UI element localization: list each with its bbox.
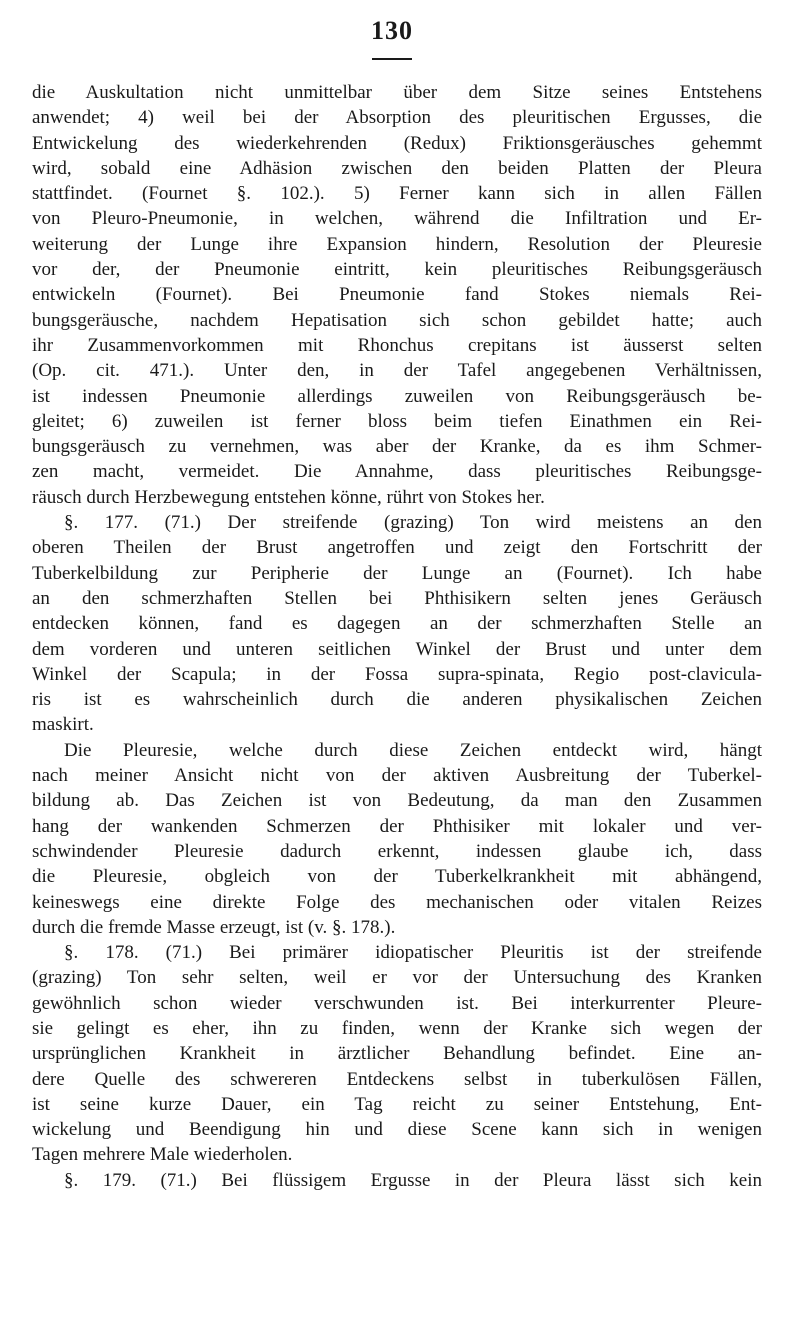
text-line: nach meiner Ansicht nicht von der aktiven Ausbreitung der Tuberkel- (32, 765, 762, 787)
section-heading-line: §. 179. (71.) Bei flüssigem Ergusse in der Pleura lässt sich kein (64, 1169, 762, 1190)
section-heading-line: §. 177. (71.) Der streifende (grazing) Ton wird meistens an den (64, 512, 762, 534)
text-line: die Pleuresie, obgleich von der Tuberkelkrankheit mit abhängend, (32, 866, 762, 888)
text-line: ris ist es wahrscheinlich durch die anderen physikalischen Zeichen (32, 689, 762, 711)
text-line: Tuberkelbildung zur Peripherie der Lunge an (Fournet). Ich habe (32, 562, 762, 584)
text-line: an den schmerzhaften Stellen bei Phthisikern selten jenes Geräusch (32, 587, 762, 609)
text-line: hang der wankenden Schmerzen der Phthisiker mit lokaler und ver- (32, 815, 762, 837)
text-line: von Pleuro-Pneumonie, in welchen, während die Infiltration und Er- (32, 208, 762, 230)
text-line: ursprünglichen Krankheit in ärztlicher Behandlung befindet. Eine an- (32, 1043, 762, 1065)
text-line: bungsgeräusche, nachdem Hepatisation sich schon gebildet hatte; auch (32, 309, 762, 331)
text-line: dem vorderen und unteren seitlichen Winkel der Brust und unter dem (32, 638, 762, 660)
text-line: stattfindet. (Fournet §. 102.). 5) Ferner kann sich in allen Fällen (32, 183, 762, 205)
text-line: Winkel der Scapula; in der Fossa supra-spinata, Regio post-clavicula- (32, 663, 762, 685)
text-line: dere Quelle des schwereren Entdeckens selbst in tuberkulösen Fällen, (32, 1068, 762, 1090)
text-line: wickelung und Beendigung hin und diese Scene kann sich in wenigen (32, 1119, 762, 1141)
text-line: bungsgeräusch zu vernehmen, was aber der Kranke, da es ihm Schmer- (32, 436, 762, 458)
text-line: Entwickelung des wiederkehrenden (Redux) Friktionsgeräusches gehemmt (32, 132, 762, 154)
text-line: entdecken können, fand es dagegen an der schmerzhaften Stelle an (32, 613, 762, 635)
text-line: Tagen mehrere Male wiederholen. (32, 1144, 293, 1166)
text-line: die Auskultation nicht unmittelbar über dem Sitze seines Entstehens (32, 82, 762, 103)
text-line: schwindender Pleuresie dadurch erkennt, indessen glaube ich, dass (32, 840, 762, 862)
text-line: räusch durch Herzbewegung entstehen könne, rührt von Stokes her. (32, 486, 545, 508)
text-line: (grazing) Ton sehr selten, weil er vor der Untersuchung des Kranken (32, 967, 762, 989)
page-number: 130 (371, 16, 413, 45)
text-line: ihr Zusammenvorkommen mit Rhonchus crepitans ist äusserst selten (32, 334, 762, 356)
text-line: durch die fremde Masse erzeugt, ist (v. §. 178.). (32, 916, 396, 938)
text-line: gewöhnlich schon wieder verschwunden ist. Bei interkurrenter Pleure- (32, 992, 762, 1014)
text-line: ist indessen Pneumonie allerdings zuweilen von Reibungsgeräusch be- (32, 385, 762, 407)
body-text (32, 80, 762, 1190)
text-line: weiterung der Lunge ihre Expansion hindern, Resolution der Pleuresie (32, 233, 762, 255)
text-line: ist seine kurze Dauer, ein Tag reicht zu seiner Entstehung, Ent- (32, 1093, 762, 1115)
text-line: anwendet; 4) weil bei der Absorption des pleuritischen Ergusses, die (32, 107, 762, 129)
text-line: maskirt. (32, 714, 94, 736)
text-line: zen macht, vermeidet. Die Annahme, dass pleuritisches Reibungsge- (32, 461, 762, 483)
page-number-rule (372, 58, 412, 60)
text-line: gleitet; 6) zuweilen ist ferner bloss beim tiefen Einathmen ein Rei- (32, 410, 762, 432)
text-line: sie gelingt es eher, ihn zu finden, wenn der Kranke sich wegen der (32, 1017, 762, 1039)
paragraph-first-line: Die Pleuresie, welche durch diese Zeichen entdeckt wird, hängt (64, 739, 762, 761)
text-line: (Op. cit. 471.). Unter den, in der Tafel angegebenen Verhältnissen, (32, 360, 762, 382)
text-line: keineswegs eine direkte Folge des mechanischen oder vitalen Reizes (32, 891, 762, 913)
section-heading-line: §. 178. (71.) Bei primärer idiopatischer Pleuritis ist der streifende (64, 942, 762, 964)
text-line: bildung ab. Das Zeichen ist von Bedeutung, da man den Zusammen (32, 790, 762, 812)
text-line: oberen Theilen der Brust angetroffen und zeigt den Fortschritt der (32, 537, 762, 559)
text-line: wird, sobald eine Adhäsion zwischen den beiden Platten der Pleura (32, 157, 762, 179)
text-line: vor der, der Pneumonie eintritt, kein pleuritisches Reibungsgeräusch (32, 259, 762, 281)
text-line: entwickeln (Fournet). Bei Pneumonie fand Stokes niemals Rei- (32, 284, 762, 306)
